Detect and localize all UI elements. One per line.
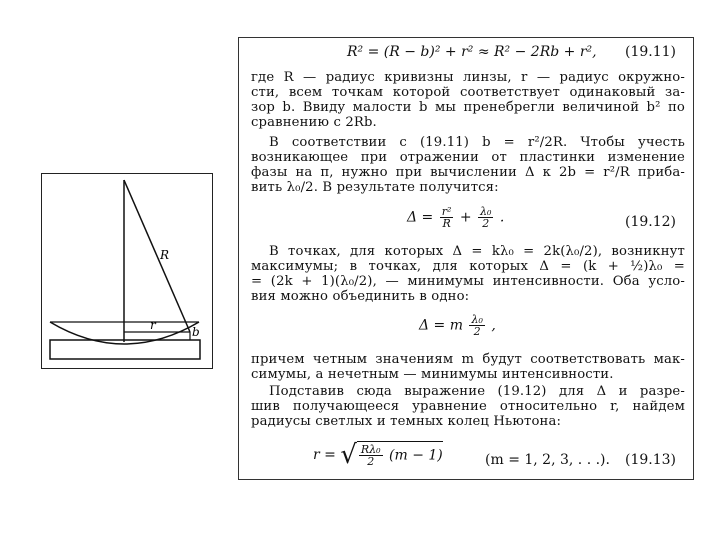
paragraph-line: где R — радиус кривизны линзы, r — радиус окружно- xyxy=(251,70,685,85)
label-R: R xyxy=(160,248,170,262)
eq-r-lhs: r = xyxy=(313,447,336,463)
paragraph-line: максимумы; в точках, для которых Δ = (k + ½)λ₀ = xyxy=(251,259,685,274)
sqrt-body xyxy=(357,441,443,467)
fraction-R-lambda-over-2 xyxy=(359,444,383,467)
fraction-numerator: Rλ₀ xyxy=(360,442,381,456)
paragraph-line: радиусы светлых и темных колец Ньютона: xyxy=(251,414,562,429)
fraction-denominator: 2 xyxy=(473,325,481,338)
newton-rings-figure xyxy=(41,173,213,369)
fraction-lambda-over-2 xyxy=(478,206,493,229)
paragraph-line: Подставив сюда выражение (19.12) для Δ и разре- xyxy=(269,384,685,399)
paragraph-line: В соответствии с (19.11) b = r²/2R. Чтобы учесть xyxy=(269,135,685,150)
equation-19-11: R² = (R − b)² + r² ≈ R² − 2Rb + r², xyxy=(347,44,597,60)
equation-19-13 xyxy=(313,440,443,470)
paragraph-line: В точках, для которых Δ = kλ₀ = 2k(λ₀/2), возникнут xyxy=(269,244,685,259)
equation-19-12 xyxy=(407,206,504,229)
eq-comma: , xyxy=(491,317,496,334)
label-b: b xyxy=(192,325,200,339)
textbook-page xyxy=(238,37,694,480)
equation-delta-m xyxy=(419,314,496,337)
glass-plate xyxy=(50,340,200,359)
radius-R-line xyxy=(124,180,190,332)
fraction-denominator: 2 xyxy=(482,217,490,230)
equation-19-11-number: (19.11) xyxy=(625,44,677,60)
equation-19-12-number: (19.12) xyxy=(625,214,677,230)
paragraph-line: шив получающееся уравнение относительно r, найдем xyxy=(251,399,685,414)
paragraph-line: возникающее при отражении от пластинки изменение xyxy=(251,150,685,165)
fraction-lambda-over-2 xyxy=(469,314,484,337)
fraction-numerator: λ₀ xyxy=(480,205,492,218)
fraction-denominator: 2 xyxy=(367,454,375,468)
paragraph-line: зор b. Ввиду малости b мы пренебрегли величиной b² по xyxy=(251,100,685,115)
paragraph-line: симумы, а нечетным — минимумы интенсивности. xyxy=(251,367,614,382)
fraction-denominator: R xyxy=(442,217,451,230)
paragraph-line: причем четным значениям m будут соответствовать мак- xyxy=(251,352,685,367)
paragraph-line: сравнению с 2Rb. xyxy=(251,115,377,130)
equation-19-13-condition: (m = 1, 2, 3, . . .). xyxy=(485,452,610,468)
sqrt-sign: √ xyxy=(340,440,357,470)
label-r: r xyxy=(150,318,156,332)
lens-diagram xyxy=(42,174,214,370)
eq-r-factor: (m − 1) xyxy=(389,447,443,463)
eq-plus: + xyxy=(459,209,472,226)
fraction-r2-over-R xyxy=(440,206,454,229)
equation-19-13-number: (19.13) xyxy=(625,452,677,468)
eq-period: . xyxy=(499,209,505,226)
eq-delta-lhs: Δ = xyxy=(407,209,434,226)
paragraph-line: вить λ₀/2. В результате получится: xyxy=(251,180,499,195)
eq-m-lhs: Δ = m xyxy=(419,317,464,334)
paragraph-line: сти, всем точкам которой соответствует одинаковый за- xyxy=(251,85,685,100)
fraction-numerator: r² xyxy=(441,205,452,218)
paragraph-line: вия можно объединить в одно: xyxy=(251,289,470,304)
paragraph-line: = (2k + 1)(λ₀/2), — минимумы интенсивности. Оба усло- xyxy=(251,274,685,289)
fraction-numerator: λ₀ xyxy=(471,313,483,326)
paragraph-line: фазы на π, нужно при вычислении Δ к 2b = r²/R приба- xyxy=(251,165,685,180)
